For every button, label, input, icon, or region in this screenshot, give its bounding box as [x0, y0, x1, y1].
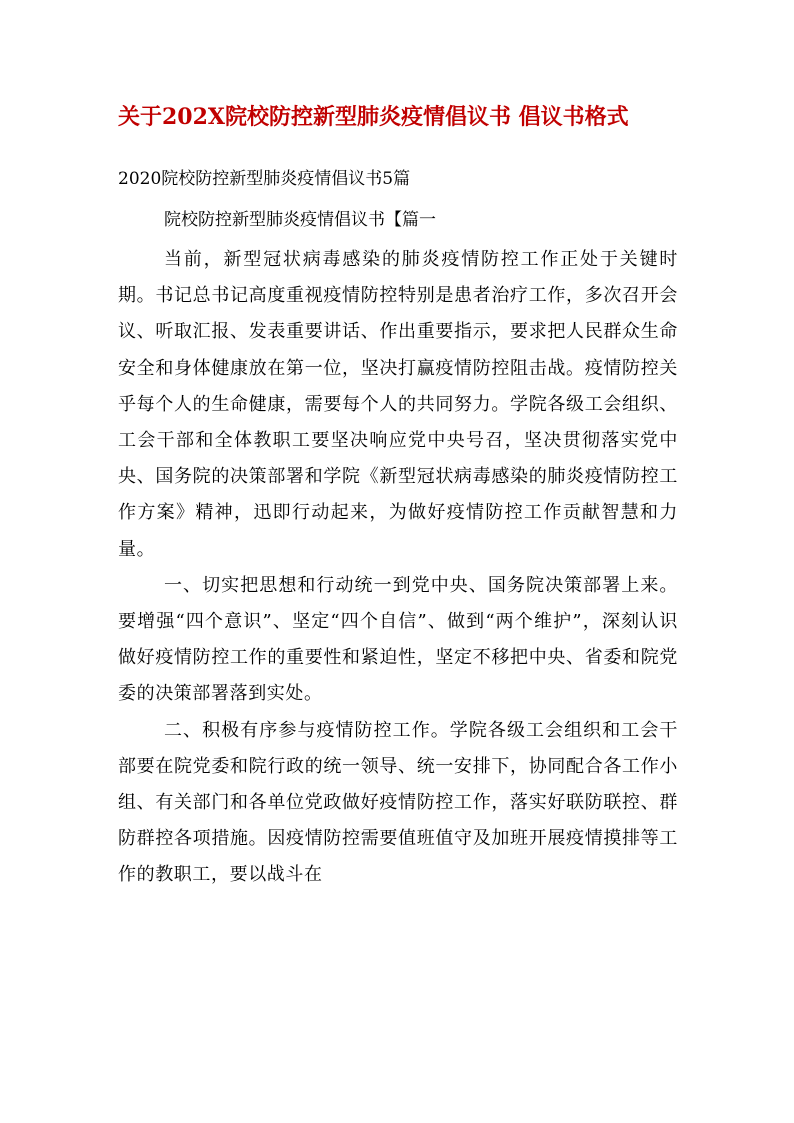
document-subtitle: 2020院校防控新型肺炎疫情倡议书5篇	[118, 169, 411, 189]
document-body	[118, 242, 678, 894]
section-heading: 院校防控新型肺炎疫情倡议书【篇一	[164, 210, 436, 230]
paragraph-1: 当前，新型冠状病毒感染的肺炎疫情防控工作正处于关键时期。书记总书记高度重视疫情防控特别是患者治疗工作，多次召开会议、听取汇报、发表重要讲话、作出重要指示，要求把人民群众生命安全和身体健康放在第一位，坚决打赢疫情防控阻击战。疫情防控关乎每个人的生命健康，需要每个人的共同努力。学院各级工会组织、工会干部和全体教职工要坚决响应党中央号召，坚决贯彻落实党中央、国务院的决策部署和学院《新型冠状病毒感染的肺炎疫情防控工作方案》精神，迅即行动起来，为做好疫情防控工作贡献智慧和力量。	[118, 249, 678, 560]
paragraph-2: 一、切实把思想和行动统一到党中央、国务院决策部署上来。要增强“四个意识”、坚定“四个自信”、做到“两个维护”，深刻认识做好疫情防控工作的重要性和紧迫性，坚定不移把中央、省委和院党委的决策部署落到实处。	[118, 574, 678, 705]
document-title: 关于202X院校防控新型肺炎疫情倡议书 倡议书格式	[118, 104, 629, 130]
paragraph-3: 二、积极有序参与疫情防控工作。学院各级工会组织和工会干部要在院党委和院行政的统一领导、统一安排下，协同配合各工作小组、有关部门和各单位党政做好疫情防控工作，落实好联防联控、群防群控各项措施。因疫情防控需要值班值守及加班开展疫情摸排等工作的教职工，要以战斗在	[118, 719, 678, 886]
